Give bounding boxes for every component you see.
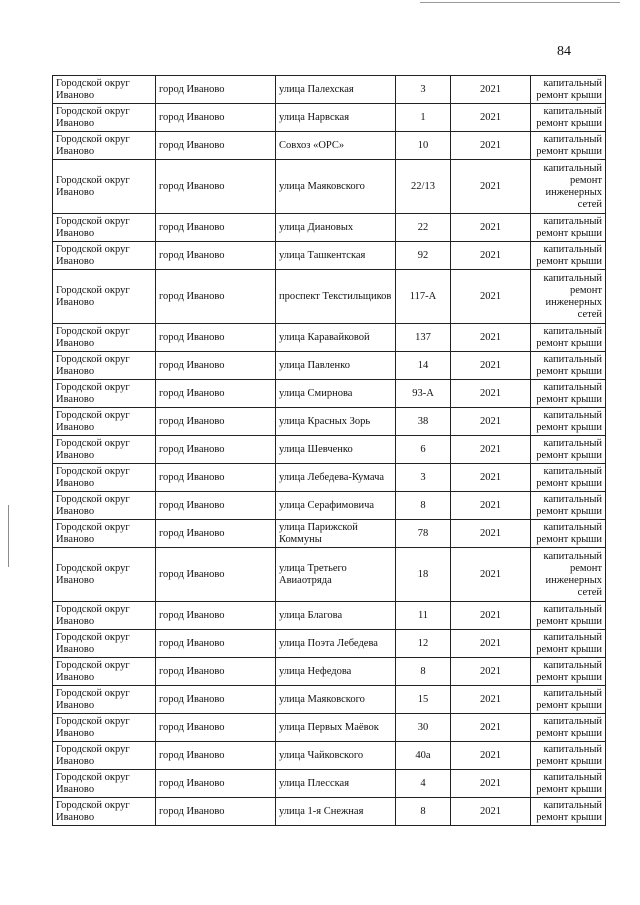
cell-street: проспект Текстильщиков [276,270,396,324]
cell-year: 2021 [451,630,531,658]
table-row [53,686,606,714]
cell-house-number: 15 [396,686,451,714]
table-row [53,242,606,270]
cell-work-type: капитальный ремонт крыши [531,658,606,686]
cell-house-number: 117-А [396,270,451,324]
cell-street: Совхоз «ОРС» [276,132,396,160]
cell-year: 2021 [451,104,531,132]
cell-year: 2021 [451,686,531,714]
page-number: 84 [557,44,571,59]
table-row [53,492,606,520]
cell-district: Городской округ Иваново [53,658,156,686]
cell-year: 2021 [451,270,531,324]
cell-work-type: капитальный ремонт крыши [531,408,606,436]
cell-year: 2021 [451,602,531,630]
table-row [53,408,606,436]
cell-house-number: 78 [396,520,451,548]
cell-house-number: 40а [396,742,451,770]
registry-table-body [53,76,606,826]
cell-year: 2021 [451,520,531,548]
cell-house-number: 14 [396,352,451,380]
cell-street: улица Третьего Авиаотряда [276,548,396,602]
table-row [53,630,606,658]
cell-year: 2021 [451,380,531,408]
cell-year: 2021 [451,492,531,520]
table-row [53,548,606,602]
cell-city: город Иваново [156,408,276,436]
cell-work-type: капитальный ремонт инженерных сетей [531,548,606,602]
cell-city: город Иваново [156,770,276,798]
cell-year: 2021 [451,242,531,270]
cell-district: Городской округ Иваново [53,548,156,602]
cell-district: Городской округ Иваново [53,742,156,770]
cell-city: город Иваново [156,436,276,464]
cell-house-number: 12 [396,630,451,658]
cell-city: город Иваново [156,686,276,714]
cell-work-type: капитальный ремонт крыши [531,714,606,742]
cell-street: улица Маяковского [276,160,396,214]
cell-city: город Иваново [156,548,276,602]
cell-district: Городской округ Иваново [53,770,156,798]
cell-work-type: капитальный ремонт крыши [531,132,606,160]
cell-street: улица Серафимовича [276,492,396,520]
cell-work-type: капитальный ремонт инженерных сетей [531,270,606,324]
cell-house-number: 30 [396,714,451,742]
table-row [53,160,606,214]
cell-city: город Иваново [156,242,276,270]
cell-work-type: капитальный ремонт крыши [531,630,606,658]
cell-street: улица Нефедова [276,658,396,686]
cell-street: улица Чайковского [276,742,396,770]
cell-city: город Иваново [156,352,276,380]
cell-work-type: капитальный ремонт крыши [531,380,606,408]
cell-city: город Иваново [156,464,276,492]
cell-year: 2021 [451,464,531,492]
cell-year: 2021 [451,76,531,104]
cell-house-number: 3 [396,464,451,492]
cell-house-number: 22 [396,214,451,242]
cell-work-type: капитальный ремонт крыши [531,242,606,270]
table-row [53,436,606,464]
cell-year: 2021 [451,742,531,770]
cell-year: 2021 [451,352,531,380]
table-row [53,352,606,380]
cell-city: город Иваново [156,380,276,408]
cell-district: Городской округ Иваново [53,798,156,826]
cell-work-type: капитальный ремонт крыши [531,352,606,380]
cell-street: улица Диановых [276,214,396,242]
cell-city: город Иваново [156,742,276,770]
cell-district: Городской округ Иваново [53,436,156,464]
cell-district: Городской округ Иваново [53,520,156,548]
cell-district: Городской округ Иваново [53,408,156,436]
cell-district: Городской округ Иваново [53,714,156,742]
cell-year: 2021 [451,798,531,826]
cell-work-type: капитальный ремонт крыши [531,770,606,798]
cell-year: 2021 [451,714,531,742]
cell-street: улица Павленко [276,352,396,380]
cell-year: 2021 [451,324,531,352]
cell-city: город Иваново [156,602,276,630]
cell-district: Городской округ Иваново [53,104,156,132]
table-row [53,76,606,104]
scan-top-rule [420,2,620,3]
cell-street: улица Благова [276,602,396,630]
cell-year: 2021 [451,548,531,602]
table-row [53,104,606,132]
cell-district: Городской округ Иваново [53,242,156,270]
cell-city: город Иваново [156,798,276,826]
cell-year: 2021 [451,214,531,242]
cell-work-type: капитальный ремонт крыши [531,324,606,352]
cell-work-type: капитальный ремонт крыши [531,214,606,242]
cell-street: улица Лебедева-Кумача [276,464,396,492]
cell-work-type: капитальный ремонт крыши [531,686,606,714]
table-row [53,324,606,352]
cell-street: улица Смирнова [276,380,396,408]
cell-city: город Иваново [156,714,276,742]
cell-city: город Иваново [156,520,276,548]
cell-house-number: 8 [396,798,451,826]
cell-city: город Иваново [156,76,276,104]
cell-work-type: капитальный ремонт крыши [531,436,606,464]
cell-city: город Иваново [156,214,276,242]
cell-work-type: капитальный ремонт крыши [531,602,606,630]
cell-work-type: капитальный ремонт крыши [531,104,606,132]
cell-house-number: 93-А [396,380,451,408]
cell-city: город Иваново [156,630,276,658]
cell-street: улица Маяковского [276,686,396,714]
table-row [53,520,606,548]
table-row [53,380,606,408]
cell-city: город Иваново [156,132,276,160]
cell-district: Городской округ Иваново [53,602,156,630]
cell-district: Городской округ Иваново [53,76,156,104]
cell-city: город Иваново [156,270,276,324]
cell-work-type: капитальный ремонт крыши [531,464,606,492]
cell-street: улица Красных Зорь [276,408,396,436]
cell-work-type: капитальный ремонт крыши [531,76,606,104]
table-row [53,214,606,242]
cell-city: город Иваново [156,104,276,132]
cell-house-number: 10 [396,132,451,160]
cell-street: улица Нарвская [276,104,396,132]
cell-house-number: 8 [396,658,451,686]
cell-street: улица Палехская [276,76,396,104]
cell-street: улица Шевченко [276,436,396,464]
cell-district: Городской округ Иваново [53,686,156,714]
table-row [53,714,606,742]
cell-street: улица Плесская [276,770,396,798]
cell-district: Городской округ Иваново [53,270,156,324]
cell-work-type: капитальный ремонт крыши [531,798,606,826]
cell-year: 2021 [451,408,531,436]
table-row [53,602,606,630]
cell-city: город Иваново [156,658,276,686]
cell-city: город Иваново [156,160,276,214]
cell-house-number: 18 [396,548,451,602]
cell-house-number: 38 [396,408,451,436]
cell-district: Городской округ Иваново [53,380,156,408]
cell-work-type: капитальный ремонт инженерных сетей [531,160,606,214]
cell-district: Городской округ Иваново [53,160,156,214]
cell-year: 2021 [451,770,531,798]
cell-street: улица Первых Маёвок [276,714,396,742]
cell-year: 2021 [451,132,531,160]
cell-city: город Иваново [156,324,276,352]
cell-house-number: 1 [396,104,451,132]
cell-year: 2021 [451,160,531,214]
cell-house-number: 3 [396,76,451,104]
cell-district: Городской округ Иваново [53,214,156,242]
cell-house-number: 137 [396,324,451,352]
cell-street: улица Поэта Лебедева [276,630,396,658]
cell-district: Городской округ Иваново [53,132,156,160]
cell-district: Городской округ Иваново [53,464,156,492]
cell-work-type: капитальный ремонт крыши [531,742,606,770]
cell-house-number: 8 [396,492,451,520]
table-row [53,132,606,160]
table-row [53,742,606,770]
cell-street: улица Парижской Коммуны [276,520,396,548]
registry-table [52,75,606,826]
table-row [53,658,606,686]
cell-house-number: 22/13 [396,160,451,214]
cell-work-type: капитальный ремонт крыши [531,520,606,548]
cell-house-number: 92 [396,242,451,270]
table-row [53,464,606,492]
table-row [53,770,606,798]
cell-street: улица Ташкентская [276,242,396,270]
table-row [53,798,606,826]
cell-district: Городской округ Иваново [53,630,156,658]
cell-house-number: 11 [396,602,451,630]
cell-street: улица 1-я Снежная [276,798,396,826]
cell-year: 2021 [451,658,531,686]
cell-district: Городской округ Иваново [53,324,156,352]
cell-house-number: 6 [396,436,451,464]
cell-house-number: 4 [396,770,451,798]
cell-street: улица Каравайковой [276,324,396,352]
cell-work-type: капитальный ремонт крыши [531,492,606,520]
cell-district: Городской округ Иваново [53,492,156,520]
cell-district: Городской округ Иваново [53,352,156,380]
cell-year: 2021 [451,436,531,464]
scan-margin-mark [8,505,9,567]
table-row [53,270,606,324]
cell-city: город Иваново [156,492,276,520]
